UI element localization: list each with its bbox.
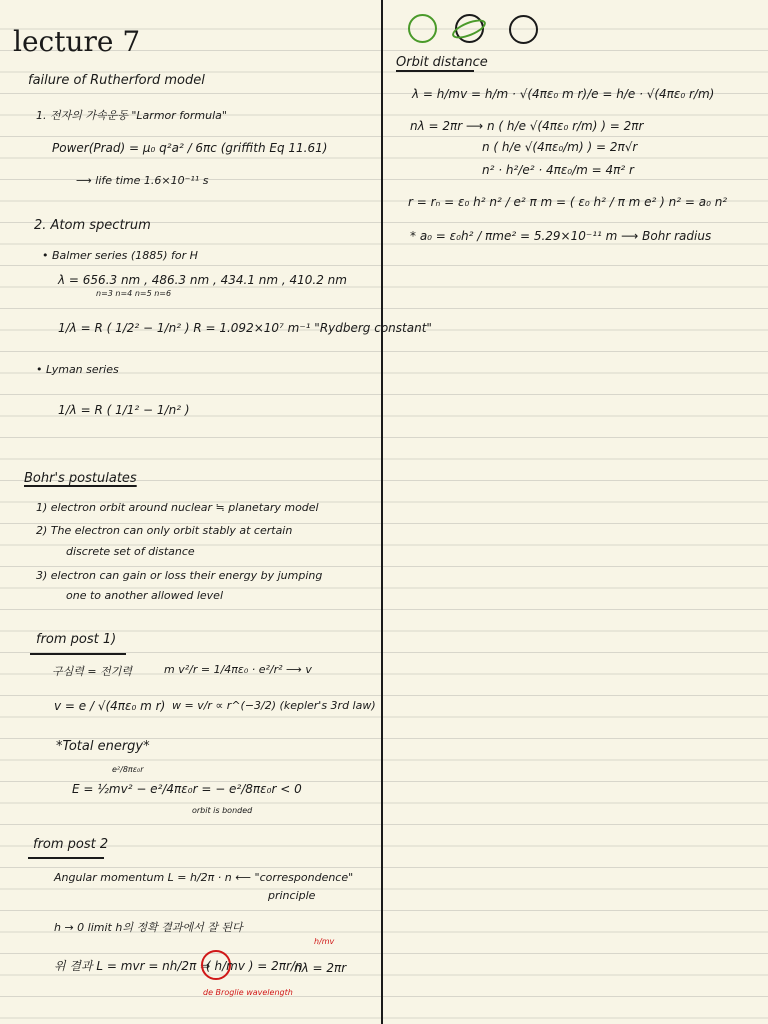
orbit-eq-1: λ = h/mv = h/m · √(4πε₀ m r)/e = h/e · √(4πε₀ r/m)	[412, 87, 715, 101]
atom-spectrum-heading: 2. Atom spectrum	[34, 218, 151, 233]
orbit-bonded-note: orbit is bonded	[192, 806, 253, 815]
black-circle-icon	[509, 15, 538, 44]
balmer-lines: λ = 656.3 nm , 486.3 nm , 434.1 nm , 410.2 nm	[58, 273, 347, 287]
from-post-1-underline	[30, 653, 126, 655]
lambda-annotation: h/mv	[314, 937, 335, 946]
total-energy-heading: *Total energy*	[56, 739, 150, 754]
lyman-equation: 1/λ = R ( 1/1² − 1/n² )	[58, 403, 190, 417]
from-post-2-underline	[28, 857, 104, 859]
classical-limit-line: h → 0 limit h의 정확 결과에서 잘 된다	[54, 921, 243, 934]
rutherford-heading: failure of Rutherford model	[28, 73, 205, 88]
velocity-equation: v = e / √(4πε₀ m r)	[54, 699, 166, 713]
angular-velocity-equation: w = v/r ∝ r^(−3/2) (kepler's 3rd law)	[172, 699, 376, 712]
lecture-title: lecture 7	[13, 25, 141, 58]
bohr-radius-line: * a₀ = ε₀h² / πme² = 5.29×10⁻¹¹ m ⟶ Bohr radius	[410, 229, 712, 243]
orbit-distance-heading: Orbit distance	[396, 55, 488, 70]
orbit-eq-2: nλ = 2πr ⟶ n ( h/e √(4πε₀ r/m) ) = 2πr	[410, 119, 644, 133]
from-post-1-heading: from post 1)	[36, 632, 117, 647]
balmer-n-values: n=3 n=4 n=5 n=6	[96, 289, 172, 298]
force-balance: 구심력 = 전기력	[52, 665, 132, 678]
orbit-eq-5: r = rₙ = ε₀ h² n² / e² π m = ( ε₀ h² / π m e² ) n² = a₀ n²	[408, 195, 728, 209]
orbit-eq-4: n² · h²/e² · 4πε₀/m = 4π² r	[482, 163, 634, 177]
de-broglie-label: de Broglie wavelength	[203, 988, 293, 997]
page-divider	[381, 0, 383, 1024]
principle-word: principle	[268, 889, 316, 902]
de-broglie-fraction: ( h/mv ) = 2πr/n	[206, 959, 303, 973]
postulate-1: 1) electron orbit around nuclear ≒ planetary model	[36, 501, 319, 514]
postulate-3a: 3) electron can gain or loss their energy by jumping	[36, 569, 323, 582]
postulate-2b: discrete set of distance	[66, 545, 195, 558]
balmer-heading: • Balmer series (1885) for H	[42, 249, 198, 262]
bohr-postulates-heading: Bohr's postulates	[24, 471, 137, 486]
force-equation: m v²/r = 1/4πε₀ · e²/r² ⟶ v	[164, 663, 312, 676]
energy-equation: E = ½mv² − e²/4πε₀r = − e²/8πε₀r < 0	[72, 782, 302, 796]
lifetime-line: ⟶ life time 1.6×10⁻¹¹ s	[76, 174, 209, 187]
angular-momentum-line: Angular momentum L = h/2π · n ⟵ "correspondence"	[54, 871, 354, 884]
energy-annotation: e²/8πε₀r	[112, 765, 144, 774]
standing-wave-condition: nλ = 2πr	[294, 961, 347, 975]
lyman-heading: • Lyman series	[36, 363, 119, 376]
rydberg-equation: 1/λ = R ( 1/2² − 1/n² ) R = 1.092×10⁷ m⁻¹ "Rydberg constant"	[58, 321, 432, 335]
power-formula: Power(Prad) = μ₀ q²a² / 6πc (griffith Eq 11.61)	[52, 141, 328, 155]
quantization-line: 위 결과 L = mvr = nh/2π ⇒	[54, 959, 211, 973]
item-larmor: 1. 전자의 가속운동 "Larmor formula"	[36, 109, 227, 122]
orbit-eq-3: n ( h/e √(4πε₀/m) ) = 2π√r	[482, 140, 638, 154]
orbit-distance-underline	[396, 70, 474, 72]
postulate-2a: 2) The electron can only orbit stably at certain	[36, 524, 293, 537]
postulate-3b: one to another allowed level	[66, 589, 224, 602]
green-circle-icon	[408, 14, 437, 43]
from-post-2-heading: from post 2	[33, 837, 109, 852]
